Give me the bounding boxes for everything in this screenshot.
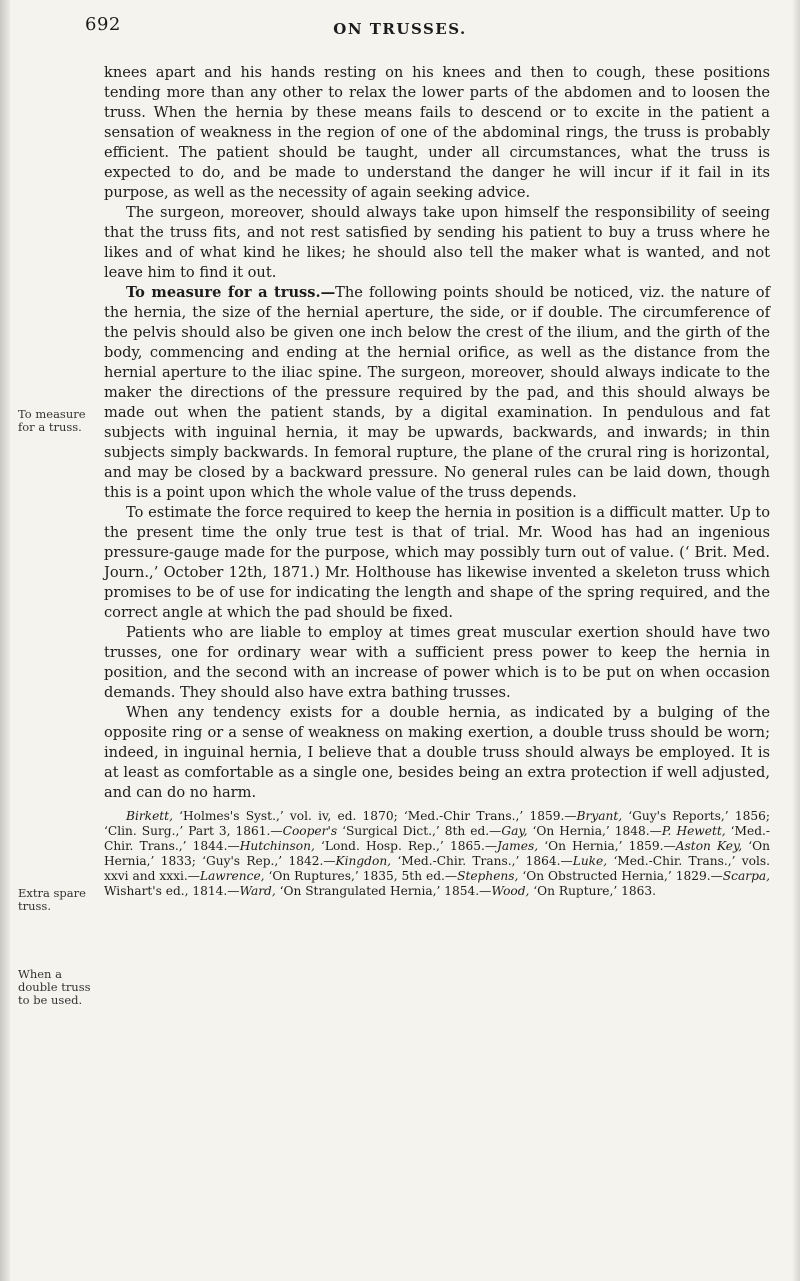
- references: [104, 809, 770, 899]
- ref-text: ‘Surgical Dict.,’ 8th ed.—: [337, 824, 502, 838]
- ref-author: Hutchinson,: [239, 839, 315, 853]
- ref-author: Bryant,: [576, 809, 623, 823]
- paragraph-text: The following points should be noticed, viz. the nature of the hernia, the size of the hernial aperture, the side, or if double. The circumference of the pelvis should also be given one inch below the crest of the ilium, and the girth of the body, commencing and ending at the hernial orifice, as well as the distance from the hernial aperture to the iliac spine. The surgeon, moreover, should always indicate to the maker the directions of the pressure required by the pad, and this should always be made out when the patient stands, by a digital examination. In pendulous and fat subjects with inguinal hernia, it may be upwards, backwards, and inwards; in thin subjects simply backwards. In femoral rupture, the plane of the crural ring is horizontal, and may be closed by a backward pressure. No general rules can be laid down, though this is a point upon which the whole value of the truss depends.: [104, 284, 770, 501]
- ref-text: ‘Holmes's Syst.,’ vol. iv, ed. 1870; ‘Med.-Chir Trans.,’ 1859.—: [172, 809, 577, 823]
- paragraph: knees apart and his hands resting on his knees and then to cough, these positions tending more than any other to relax the lower parts of the abdomen and to loosen the truss. When the hernia by these means fails to descend or to excite in the patient a sensation of weakness in the region of one of the abdominal rings, the truss is probably efficient. The patient should be taught, under all circumstances, what the truss is expected to do, and be made to understand the danger he will incur if it fail in its purpose, as well as the necessity of again seeking advice.: [104, 64, 770, 201]
- paragraph: When any tendency exists for a double hernia, as indicated by a bulging of the opposite ring or a sense of weakness on making exertion, a double truss should be worn; indeed, in inguinal hernia, I believe that a double truss should always be employed. It is at least as comfortable as a single one, besides being an extra protection if well adjusted, and can do no harm.: [104, 704, 770, 801]
- ref-text: ‘Lond. Hosp. Rep.,’ 1865.—: [314, 839, 498, 853]
- ref-text: Wishart's ed., 1814.—: [104, 884, 240, 898]
- ref-author: Stephens,: [457, 869, 519, 883]
- ref-author: Luke,: [572, 854, 608, 868]
- ref-author: James,: [497, 839, 539, 853]
- paragraph: The surgeon, moreover, should always take upon himself the responsibility of seeing that the truss fits, and not rest satisfied by sending his patient to buy a truss where he likes and of what kind he likes; he should also tell the maker what is wanted, and not leave him to find it out.: [104, 204, 770, 281]
- ref-text: ‘On Ruptures,’ 1835, 5th ed.—: [264, 869, 458, 883]
- ref-text: ‘On Strangulated Hernia,’ 1854.—: [275, 884, 492, 898]
- margin-note-double-truss: When a double truss to be used.: [18, 967, 91, 1007]
- ref-text: ‘On Hernia,’ 1859.—: [538, 839, 676, 853]
- page-gutter-shadow: [0, 0, 10, 1281]
- paragraph: To estimate the force required to keep the hernia in position is a difficult matter. Up to the present time the only true test is that of trial. Mr. Wood has had an ingenious pressure-gauge made for the purpose, which may possibly turn out of value. (‘ Brit. Med. Journ.,’ October 12th, 1871.) Mr. Holthouse has likewise invented a skeleton truss which promises to be of use for indicating the length and shape of the spring required, and the correct angle at which the pad should be fixed.: [104, 504, 770, 621]
- body-text: [104, 63, 770, 899]
- ref-text: ‘On Hernia,’ 1848.—: [527, 824, 662, 838]
- ref-text: ‘On Hernia,’ 1833; ‘Guy's Rep.,’ 1842.—: [104, 839, 770, 868]
- page-number: 692: [85, 14, 121, 35]
- running-title: ON TRUSSES.: [333, 20, 467, 38]
- page-edge-shadow: [792, 0, 800, 1281]
- ref-author: Kingdon,: [335, 854, 392, 868]
- ref-text: ‘Med.-Chir. Trans.,’ 1864.—: [391, 854, 573, 868]
- ref-text: ‘Med.-Chir. Trans.,’ 1844.—: [104, 824, 771, 853]
- ref-author: P. Hewett,: [661, 824, 726, 838]
- ref-author: Birkett,: [126, 809, 173, 823]
- ref-author: Aston Key,: [675, 839, 743, 853]
- margin-note-measure: To measure for a truss.: [18, 407, 86, 434]
- ref-author: Lawrence,: [199, 869, 265, 883]
- ref-author: Wood,: [491, 884, 530, 898]
- ref-author: Ward,: [239, 884, 276, 898]
- ref-text: ‘Guy's Reports,’ 1856; ‘Clin. Surg.,’ Part 3, 1861.—: [104, 809, 770, 838]
- paragraph-lead: To measure for a truss.—: [126, 284, 336, 301]
- ref-text: ‘On Obstructed Hernia,’ 1829.—: [518, 869, 723, 883]
- ref-text: ‘On Rupture,’ 1863.: [529, 884, 657, 898]
- ref-text: ‘Med.-Chir. Trans.,’ vols. xxvi and xxxi.—: [104, 854, 770, 883]
- paragraph-measure: [104, 283, 770, 503]
- paragraph: Patients who are liable to employ at times great muscular exertion should have two trusses, one for ordinary wear with a sufficient press power to keep the hernia in position, and the second with an increase of power which is to be put on when occasion demands. They should also have extra bathing trusses.: [104, 624, 770, 701]
- margin-note-spare-truss: Extra spare truss.: [18, 886, 86, 913]
- ref-author: Scarpa,: [722, 869, 771, 883]
- ref-author: Gay,: [501, 824, 528, 838]
- ref-author: Cooper's: [282, 824, 338, 838]
